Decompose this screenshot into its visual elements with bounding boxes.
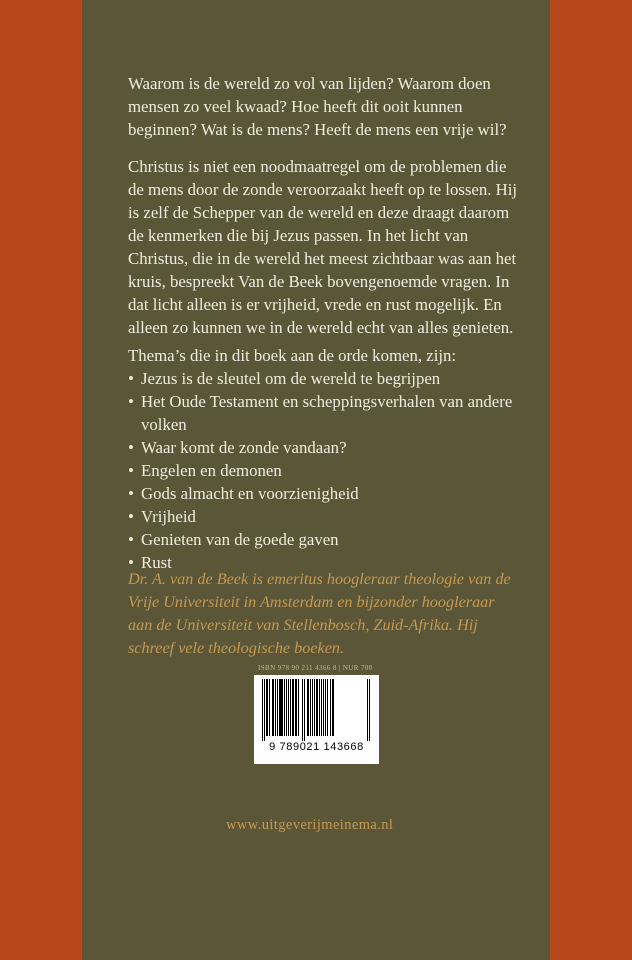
- barcode-bar: [332, 679, 334, 736]
- barcode: [254, 675, 379, 764]
- barcode-bar: [266, 679, 268, 736]
- bullet-icon: •: [128, 438, 134, 457]
- bullet-icon: •: [128, 530, 134, 549]
- theme-text: Gods almacht en voorzienigheid: [141, 484, 359, 503]
- barcode-number: 9 789021 143668: [269, 741, 364, 753]
- barcode-bar: [295, 679, 297, 736]
- barcode-bar: [302, 679, 303, 741]
- barcode-bar: [277, 679, 278, 736]
- theme-item: [128, 505, 518, 528]
- barcode-bar: [369, 679, 370, 741]
- barcode-bar: [323, 679, 324, 736]
- theme-item: [128, 528, 518, 551]
- barcode-bar: [312, 679, 313, 736]
- isbn-text: ISBN 978 90 211 4366 8 | NUR 700: [258, 664, 373, 672]
- barcode-bar: [367, 679, 368, 741]
- bullet-icon: •: [128, 369, 134, 388]
- barcode-bars: [261, 679, 372, 741]
- themes-intro: Thema’s die in dit boek aan de orde komen, zijn:: [128, 346, 457, 365]
- theme-text: Engelen en demonen: [141, 461, 282, 480]
- theme-text: Genieten van de goede gaven: [141, 530, 339, 549]
- barcode-bar: [284, 679, 285, 736]
- barcode-bar: [310, 679, 311, 736]
- barcode-bar: [279, 679, 281, 736]
- bullet-icon: •: [128, 484, 134, 503]
- barcode-bar: [319, 679, 320, 736]
- publisher-website: www.uitgeverijmeinema.nl: [226, 817, 394, 833]
- theme-item: [128, 390, 518, 436]
- barcode-bar: [316, 679, 318, 736]
- barcode-bar: [262, 679, 263, 741]
- barcode-bar: [314, 679, 315, 736]
- bullet-icon: •: [128, 507, 134, 526]
- bullet-icon: •: [128, 461, 134, 480]
- barcode-bar: [327, 679, 328, 736]
- barcode-bar: [269, 679, 270, 736]
- barcode-bar: [272, 679, 274, 736]
- barcode-bar: [321, 679, 322, 736]
- themes-list: [128, 367, 518, 574]
- author-bio: Dr. A. van de Beek is emeritus hoogleraar theologie van de Vrije Universiteit in Amsterdam en bijzonder hoogleraar aan de Universiteit van Stellenbosch, Zuid-Afrika. Hij schreef vele theologische boeken.: [128, 570, 511, 657]
- barcode-bar: [292, 679, 294, 736]
- theme-text: Rust: [141, 553, 172, 572]
- description-paragraph: Christus is niet een noodmaatregel om de problemen die de mens door de zonde veroorzaakt heeft op te lossen. Hij is zelf de Schepper van de wereld en deze draagt daarom de kenmerken die bij Jezus passen. In het licht van Christus, die in de wereld het meest zichtbaar was aan het kruis, bespreekt Van de Beek bovengenoemde vragen. In dat licht alleen is er vrijheid, vrede en rust mogelijk. En alleen zo kunnen we in de wereld echt van alles genieten.: [128, 157, 518, 337]
- theme-item: [128, 367, 518, 390]
- barcode-bar: [264, 679, 265, 741]
- barcode-bar: [288, 679, 289, 736]
- barcode-bar: [330, 679, 331, 736]
- theme-item: [128, 436, 518, 459]
- barcode-bar: [281, 679, 283, 736]
- barcode-bar: [307, 679, 309, 736]
- bullet-icon: •: [128, 392, 134, 411]
- theme-text: Jezus is de sleutel om de wereld te begrijpen: [141, 369, 441, 388]
- barcode-bar: [290, 679, 291, 736]
- theme-text: Vrijheid: [141, 507, 196, 526]
- bullet-icon: •: [128, 553, 134, 572]
- intro-questions-paragraph: Waarom is de wereld zo vol van lijden? Waarom doen mensen zo veel kwaad? Hoe heeft dit ooit kunnen beginnen? Wat is de mens? Heeft de mens een vrije wil?: [128, 74, 507, 139]
- theme-item: [128, 459, 518, 482]
- barcode-bar: [298, 679, 299, 736]
- barcode-bar: [304, 679, 305, 741]
- barcode-bar: [325, 679, 326, 736]
- barcode-bar: [286, 679, 287, 736]
- theme-text: Het Oude Testament en scheppingsverhalen van andere volken: [141, 392, 513, 434]
- theme-text: Waar komt de zonde vandaan?: [141, 438, 347, 457]
- barcode-bar: [275, 679, 276, 736]
- theme-item: [128, 482, 518, 505]
